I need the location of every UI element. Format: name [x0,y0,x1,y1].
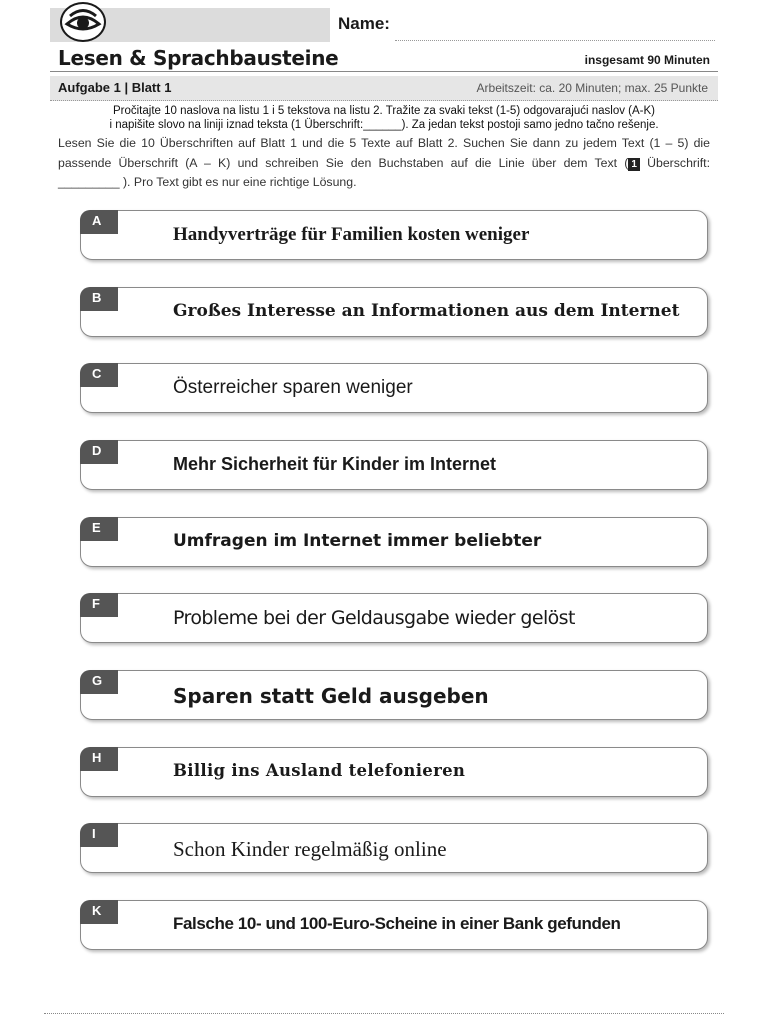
headline-card-h[interactable] [80,747,708,797]
headline-letter: I [80,823,118,847]
headline-card-g[interactable] [80,670,708,720]
headline-letter: C [80,363,118,387]
task-header [50,76,718,101]
headline-text: Handyverträge für Familien kosten weniger [173,224,530,245]
headline-letter: H [80,747,118,771]
headline-card-e[interactable] [80,517,708,567]
headline-card-k[interactable] [80,900,708,950]
number-box: 1 [628,158,640,171]
task-title: Aufgabe 1 | Blatt 1 [58,80,172,95]
instructions-croatian-line-2: i napišite slovo na liniji iznad teksta (1 Überschrift:______). Za jedan tekst postoji samo jedno tačno rešenje. [109,119,659,131]
page-title: Lesen & Sprachbausteine [58,46,339,70]
headline-card-d[interactable] [80,440,708,490]
headline-letter: E [80,517,118,541]
headline-text: Falsche 10- und 100-Euro-Scheine in einer Bank gefunden [173,914,621,933]
headline-text: Großes Interesse an Informationen aus dem Internet [173,301,680,321]
headline-card-i[interactable] [80,823,708,873]
headline-text: Probleme bei der Geldausgabe wieder gelöst [173,607,575,629]
name-field[interactable] [395,40,715,41]
headline-letter: K [80,900,118,924]
footer-divider [44,1013,724,1014]
headline-card-f[interactable] [80,593,708,643]
instructions-german [58,134,710,193]
headline-card-a[interactable] [80,210,708,260]
headline-text: Sparen statt Geld ausgeben [173,684,489,708]
headline-card-b[interactable] [80,287,708,337]
headline-letter: A [80,210,118,234]
total-time: insgesamt 90 Minuten [584,53,710,67]
headline-letter: B [80,287,118,311]
headline-letter: F [80,593,118,617]
headline-text: Umfragen im Internet immer beliebter [173,531,542,551]
instructions-croatian-line-1: Pročitajte 10 naslova na listu 1 i 5 tekstova na listu 2. Tražite za svaki tekst (1-5) odgovarajući naslov (A-K) [112,105,656,117]
headline-letter: G [80,670,118,694]
task-meta: Arbeitszeit: ca. 20 Minuten; max. 25 Punkte [476,81,708,95]
headline-text: Billig ins Ausland telefonieren [173,761,466,780]
name-label: Name: [338,14,390,33]
headline-card-c[interactable] [80,363,708,413]
instructions-german-part-2: Überschrift: _________ ). Pro Text gibt es nur eine richtige Lösung. [58,155,710,189]
instructions-croatian [0,104,768,132]
divider [50,71,718,72]
eye-icon [60,2,106,42]
headline-text: Österreicher sparen weniger [173,377,413,398]
headline-text: Schon Kinder regelmäßig online [173,837,447,861]
instructions-german-part-1: Lesen Sie die 10 Überschriften auf Blatt 1 und die 5 Texte auf Blatt 2. Suchen Sie dann zu jedem Text (1 – 5) die passende Überschrift (A – K) und schreiben Sie den Buchstaben auf die Linie über dem Text ( [58,136,710,170]
headline-letter: D [80,440,118,464]
headline-text: Mehr Sicherheit für Kinder im Internet [173,454,497,474]
